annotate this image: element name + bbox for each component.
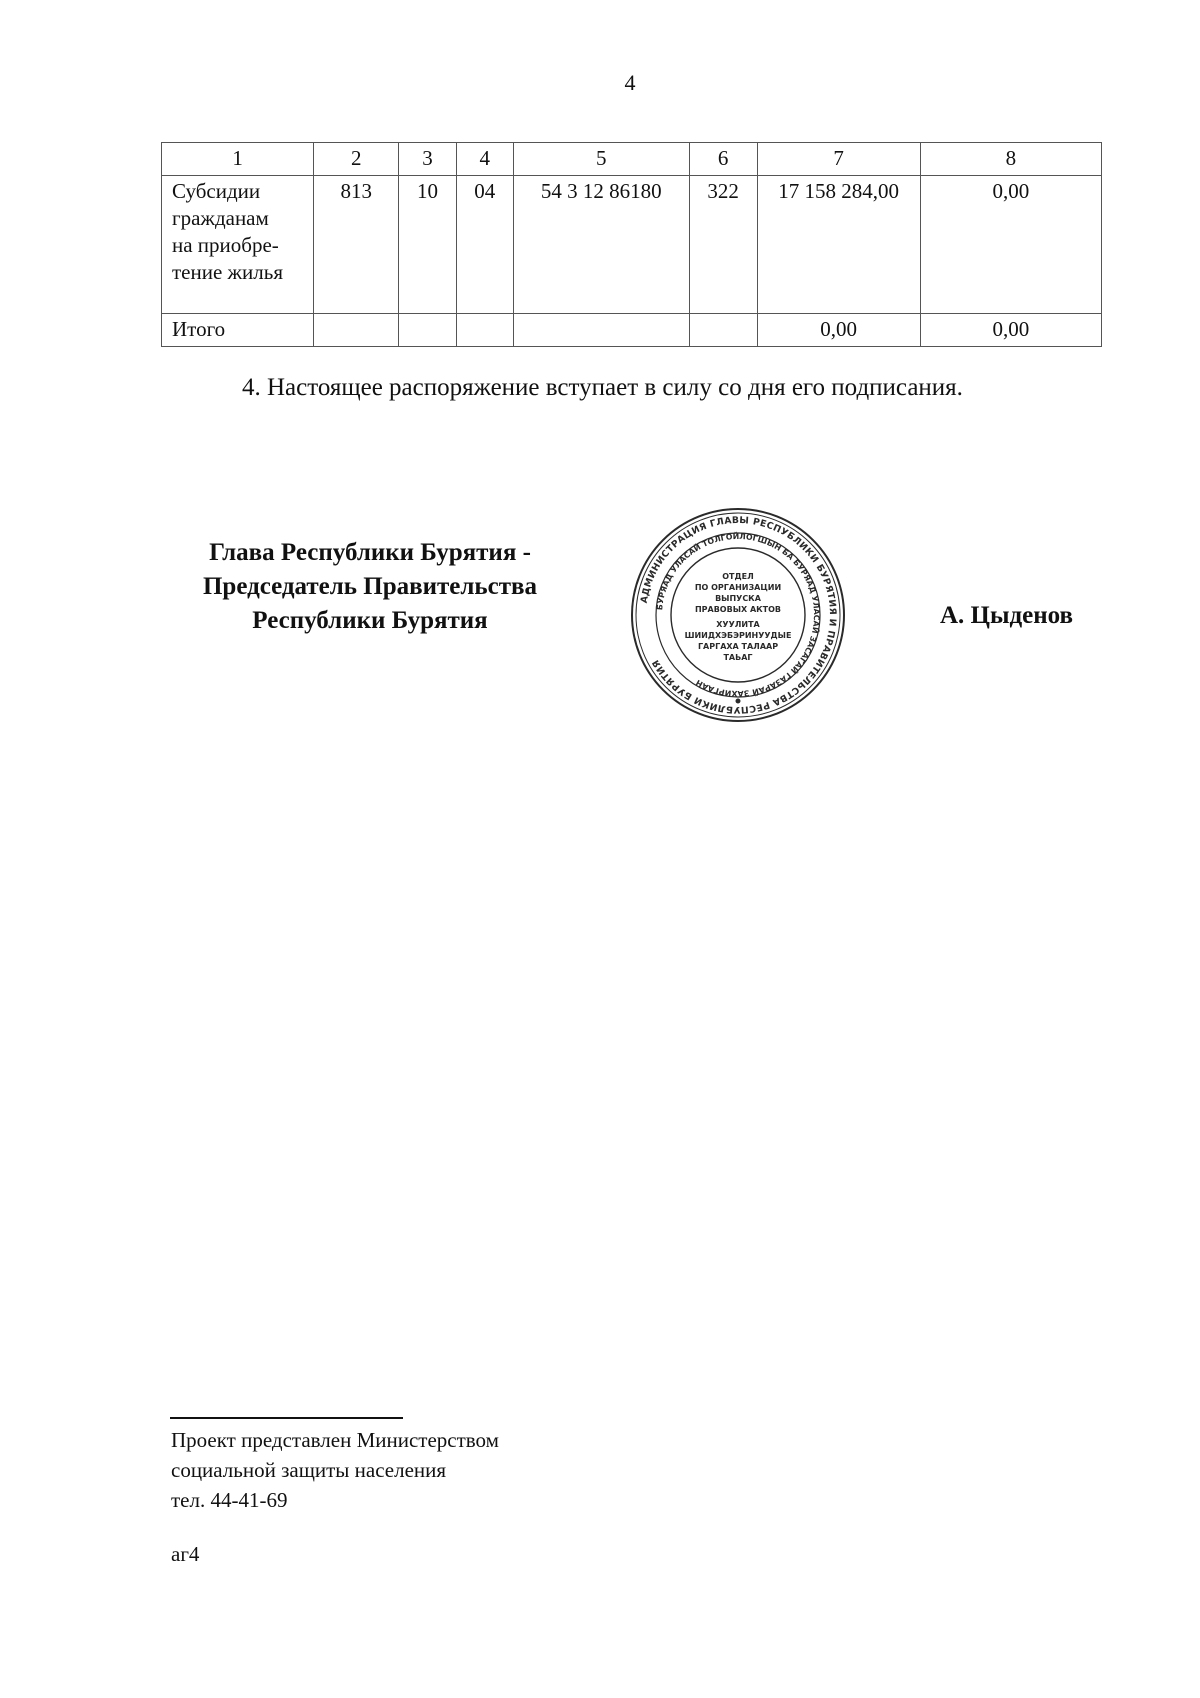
total-empty-cell [689, 314, 757, 347]
table-header-row [162, 143, 1102, 176]
header-cell: 3 [399, 143, 456, 176]
signer-title-line: Председатель Правительства [202, 573, 538, 600]
row-cell-col6: 322 [689, 176, 757, 314]
footnote-line: социальной защиты населения [171, 1458, 447, 1482]
row-cell-col2: 813 [314, 176, 399, 314]
effective-clause: 4. Настоящее распоряжение вступает в силу со дня его подписания. [242, 374, 963, 401]
signer-title-line: Глава Республики Бурятия - [209, 539, 531, 566]
row-name-line: Субсидии [172, 179, 261, 203]
seal-center-line: ПО ОРГАНИЗАЦИИ [694, 583, 782, 592]
footnote-divider [170, 1417, 403, 1419]
total-col7: 0,00 [757, 314, 920, 347]
page-number: 4 [624, 70, 636, 95]
seal-center-line: ГАРГАХА ТАЛААР [697, 642, 779, 651]
header-cell: 4 [456, 143, 513, 176]
total-col8: 0,00 [920, 314, 1101, 347]
seal-outer-ring-inner [636, 513, 840, 717]
row-name-line: тение жилья [172, 260, 284, 284]
footnote-line: Проект представлен Министерством [171, 1428, 499, 1452]
signer-name: А. Цыденов [940, 602, 1074, 629]
total-empty-cell [399, 314, 456, 347]
seal-center-line: ШИИДХЭБЭРИНУУДЫЕ [684, 631, 792, 640]
row-cell-col7: 17 158 284,00 [757, 176, 920, 314]
row-cell-col4: 04 [456, 176, 513, 314]
table-total-row [162, 314, 1102, 347]
row-name-line: на приобре- [172, 233, 279, 257]
row-name-line: гражданам [172, 206, 269, 230]
signer-title [160, 536, 580, 638]
row-cell-col5: 54 3 12 86180 [513, 176, 689, 314]
footnote-line: тел. 44-41-69 [171, 1488, 288, 1512]
seal-center-line: ВЫПУСКА [715, 594, 761, 603]
total-empty-cell [456, 314, 513, 347]
total-empty-cell [314, 314, 399, 347]
seal-center-line: ХУУЛИТА [716, 620, 760, 629]
seal-center-line: ОТДЕЛ [722, 572, 754, 581]
header-cell: 7 [757, 143, 920, 176]
document-code: аг4 [171, 1542, 200, 1566]
seal-center-line: ПРАВОВЫХ АКТОВ [694, 605, 782, 614]
header-cell: 1 [162, 143, 314, 176]
row-name-cell [162, 176, 314, 314]
total-label: Итого [162, 314, 314, 347]
seal-inner-text: БУРЯАД УЛАСАЙ ТОЛГОЙЛОГШЫН БА БУРЯАД УЛАСАЙ ЗАСАГАЙ ГАЗАРАЙ ЗАХИРГААН [655, 531, 822, 699]
header-cell: 8 [920, 143, 1101, 176]
header-cell: 5 [513, 143, 689, 176]
total-empty-cell [513, 314, 689, 347]
footnote [171, 1425, 499, 1515]
table-row [162, 176, 1102, 314]
seal-star-dot [736, 699, 741, 704]
signer-title-line: Республики Бурятия [252, 607, 488, 634]
header-cell: 6 [689, 143, 757, 176]
row-cell-col3: 10 [399, 176, 456, 314]
budget-table [161, 142, 1102, 347]
official-seal [628, 505, 848, 725]
header-cell: 2 [314, 143, 399, 176]
seal-outer-text: АДМИНИСТРАЦИЯ ГЛАВЫ РЕСПУБЛИКИ БУРЯТИЯ И ПРАВИТЕЛЬСТВА РЕСПУБЛИКИ БУРЯТИЯ [638, 514, 839, 716]
seal-center-line: ТАЬАГ [723, 653, 753, 662]
row-cell-col8: 0,00 [920, 176, 1101, 314]
